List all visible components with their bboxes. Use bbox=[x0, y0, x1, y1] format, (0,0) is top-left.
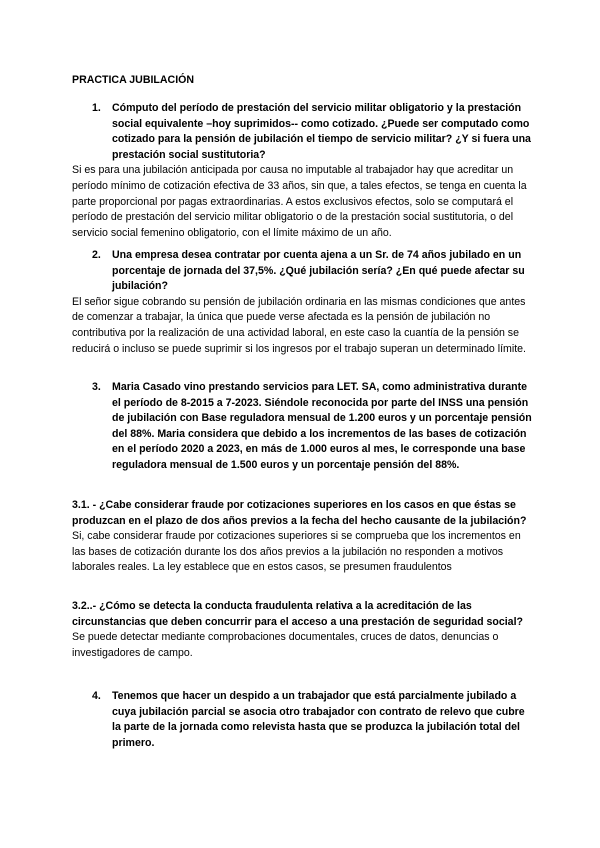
subanswer-text: Se puede detectar mediante comprobaciones documentales, cruces de datos, denuncias o investigadores de campo. bbox=[72, 631, 499, 659]
answer-2: El señor sigue cobrando su pensión de jubilación ordinaria en las mismas condiciones que antes de comenzar a trabajar, la única que puede verse afectada es la pensión de jubilación no contributiva por la realización de una actividad laboral, en este caso la cuantía de la pensión se reducirá o incluso se puede suprimir si los ingresos por el trabajo superan un determinado límite. bbox=[72, 295, 527, 355]
subquestion-3-2 bbox=[72, 599, 532, 661]
subquestion-text: 3.2..- ¿Cómo se detecta la conducta fraudulenta relativa a la acreditación de las circunstancias que deben concurrir para el acceso a una prestación de seguridad social? bbox=[72, 600, 523, 628]
question-number: 4. bbox=[92, 690, 101, 702]
question-number: 3. bbox=[92, 381, 101, 393]
item-3 bbox=[72, 380, 532, 474]
question-text: Cómputo del período de prestación del servicio militar obligatorio y la prestación social equivalente –hoy suprimidos-- como cotizado. ¿Puede ser computado como cotizado para la pensión de jubilación el tiempo de servicio militar? ¿Y si fuera una prestación social sustitutoria? bbox=[112, 102, 531, 161]
question-2 bbox=[72, 248, 532, 295]
question-number: 1. bbox=[92, 102, 101, 114]
document-title: PRACTICA JUBILACIÓN bbox=[72, 74, 195, 86]
question-1 bbox=[72, 101, 532, 163]
item-1 bbox=[72, 101, 532, 241]
question-text: Maria Casado vino prestando servicios para LET. SA, como administrativa durante el período de 8-2015 a 7-2023. Siéndole reconocida por parte del INSS una pensión de jubilación con Base reguladora mensual de 1.200 euros y un porcentaje pensión del 88%. Maria considera que debido a los incrementos de las bases de cotización en el período 2020 a 2023, en más de 1.000 euros al mes, le corresponde una base reguladora mensual de 1.500 euros y un porcentaje pensión del 88%. bbox=[112, 381, 532, 471]
subquestion-text: 3.1. - ¿Cabe considerar fraude por cotizaciones superiores en los casos en que éstas se produzcan en el plazo de dos años previos a la fecha del hecho causante de la jubilación? bbox=[72, 499, 527, 527]
item-4 bbox=[72, 689, 532, 751]
question-4 bbox=[72, 689, 532, 751]
item-2 bbox=[72, 248, 532, 357]
question-number: 2. bbox=[92, 249, 101, 261]
subanswer-text: Si, cabe considerar fraude por cotizaciones superiores si se comprueba que los incrementos en las bases de cotización durante los dos años previos a la jubilación no responden a motivos laborales reales. La ley establece que en estos casos, se presumen fraudulentos bbox=[72, 530, 521, 574]
answer-1: Si es para una jubilación anticipada por causa no imputable al trabajador hay que acreditar un período mínimo de cotización efectiva de 33 años, sin que, a tales efectos, se tenga en cuenta la parte proporcional por pagas extraordinarias. A estos exclusivos efectos, solo se computará el período de prestación del servicio militar obligatorio o de la prestación social sustitutoria, o del servicio social femenino obligatorio, con el límite máximo de un año. bbox=[72, 164, 527, 239]
question-3 bbox=[72, 380, 532, 474]
subquestion-3-1 bbox=[72, 498, 532, 576]
question-text: Tenemos que hacer un despido a un trabajador que está parcialmente jubilado a cuya jubilación parcial se asocia otro trabajador con contrato de relevo que cubre la parte de la jornada como relevista hasta que se produzca la jubilación total del primero. bbox=[112, 690, 525, 749]
question-text: Una empresa desea contratar por cuenta ajena a un Sr. de 74 años jubilado en un porcentaje de jornada del 37,5%. ¿Qué jubilación sería? ¿En qué puede afectar su jubilación? bbox=[112, 249, 525, 293]
